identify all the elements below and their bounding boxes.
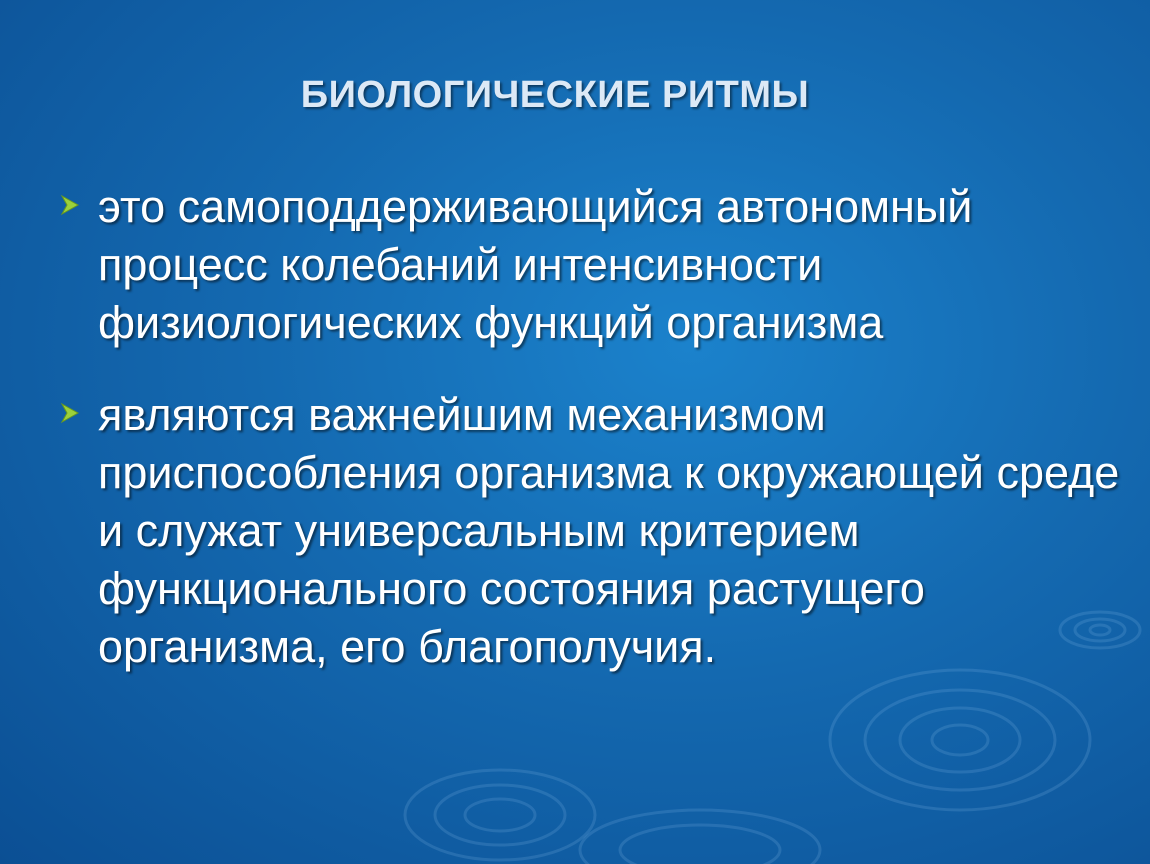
- bullet-item: [58, 386, 1128, 676]
- bullet-text: это самоподдерживающийся автономный процесс колебаний интенсивности физиологических функций организма: [98, 181, 973, 348]
- arrow-bullet-icon: [58, 192, 84, 218]
- arrow-bullet-icon: [58, 400, 84, 426]
- bullet-list: [58, 178, 1128, 710]
- bullet-text: являются важнейшим механизмом приспособления организма к окружающей среде и служат универсальным критерием функционального состояния растущего организма, его благополучия.: [98, 389, 1120, 672]
- slide-title: БИОЛОГИЧЕСКИЕ РИТМЫ: [300, 74, 810, 116]
- bullet-item: [58, 178, 1128, 352]
